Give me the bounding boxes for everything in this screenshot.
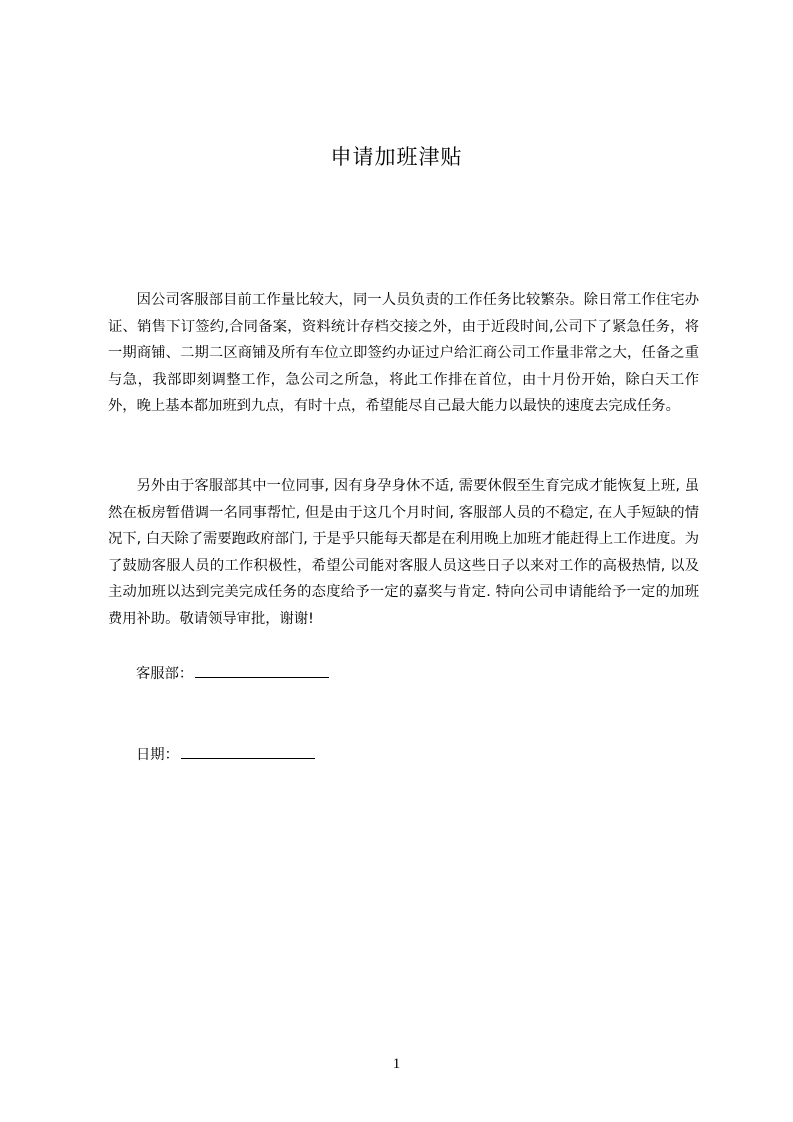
paragraph-2: 另外由于客服部其中一位同事, 因有身孕身休不适, 需要休假至生育完成才能恢复上班, 虽然在板房暂借调一名同事帮忙, 但是由于这几个月时间, 客服部人员的不稳定, 在人手短缺的情况下, 白天除了需要跑政府部门, 于是乎只能每天都是在利用晚上加班才能赶得上工作进度。为了鼓励客服人员的工作积极性，希望公司能对客服人员这些日子以来对工作的高极热情, 以及主动加班以达到完美完成任务的态度给予一定的嘉奖与肯定. 特向公司申请能给予一定的加班费用补助。敬请领导审批，谢谢! (108, 478, 699, 627)
date-label: 日期： (136, 747, 179, 763)
department-signature-line (136, 663, 329, 685)
paragraph-1: 因公司客服部目前工作量比较大，同一人员负责的工作任务比较繁杂。除日常工作住宅办证、销售下订签约,合同备案，资料统计存档交接之外，由于近段时间,公司下了紧急任务，将一期商铺、二期二区商铺及所有车位立即签约办证过户给汇商公司工作量非常之大，任备之重与急，我部即刻调整工作，急公司之所急，将此工作排在首位，由十月份开始，除白天工作外，晚上基本都加班到九点，有时十点，希望能尽自己最大能力以最快的速度去完成任务。 (108, 292, 699, 414)
page-number: 1 (392, 1056, 401, 1072)
document-title: 申请加班津贴 (330, 145, 463, 169)
department-blank (195, 663, 329, 678)
department-label: 客服部： (136, 666, 194, 682)
date-signature-line (136, 744, 315, 766)
date-blank (181, 744, 315, 759)
